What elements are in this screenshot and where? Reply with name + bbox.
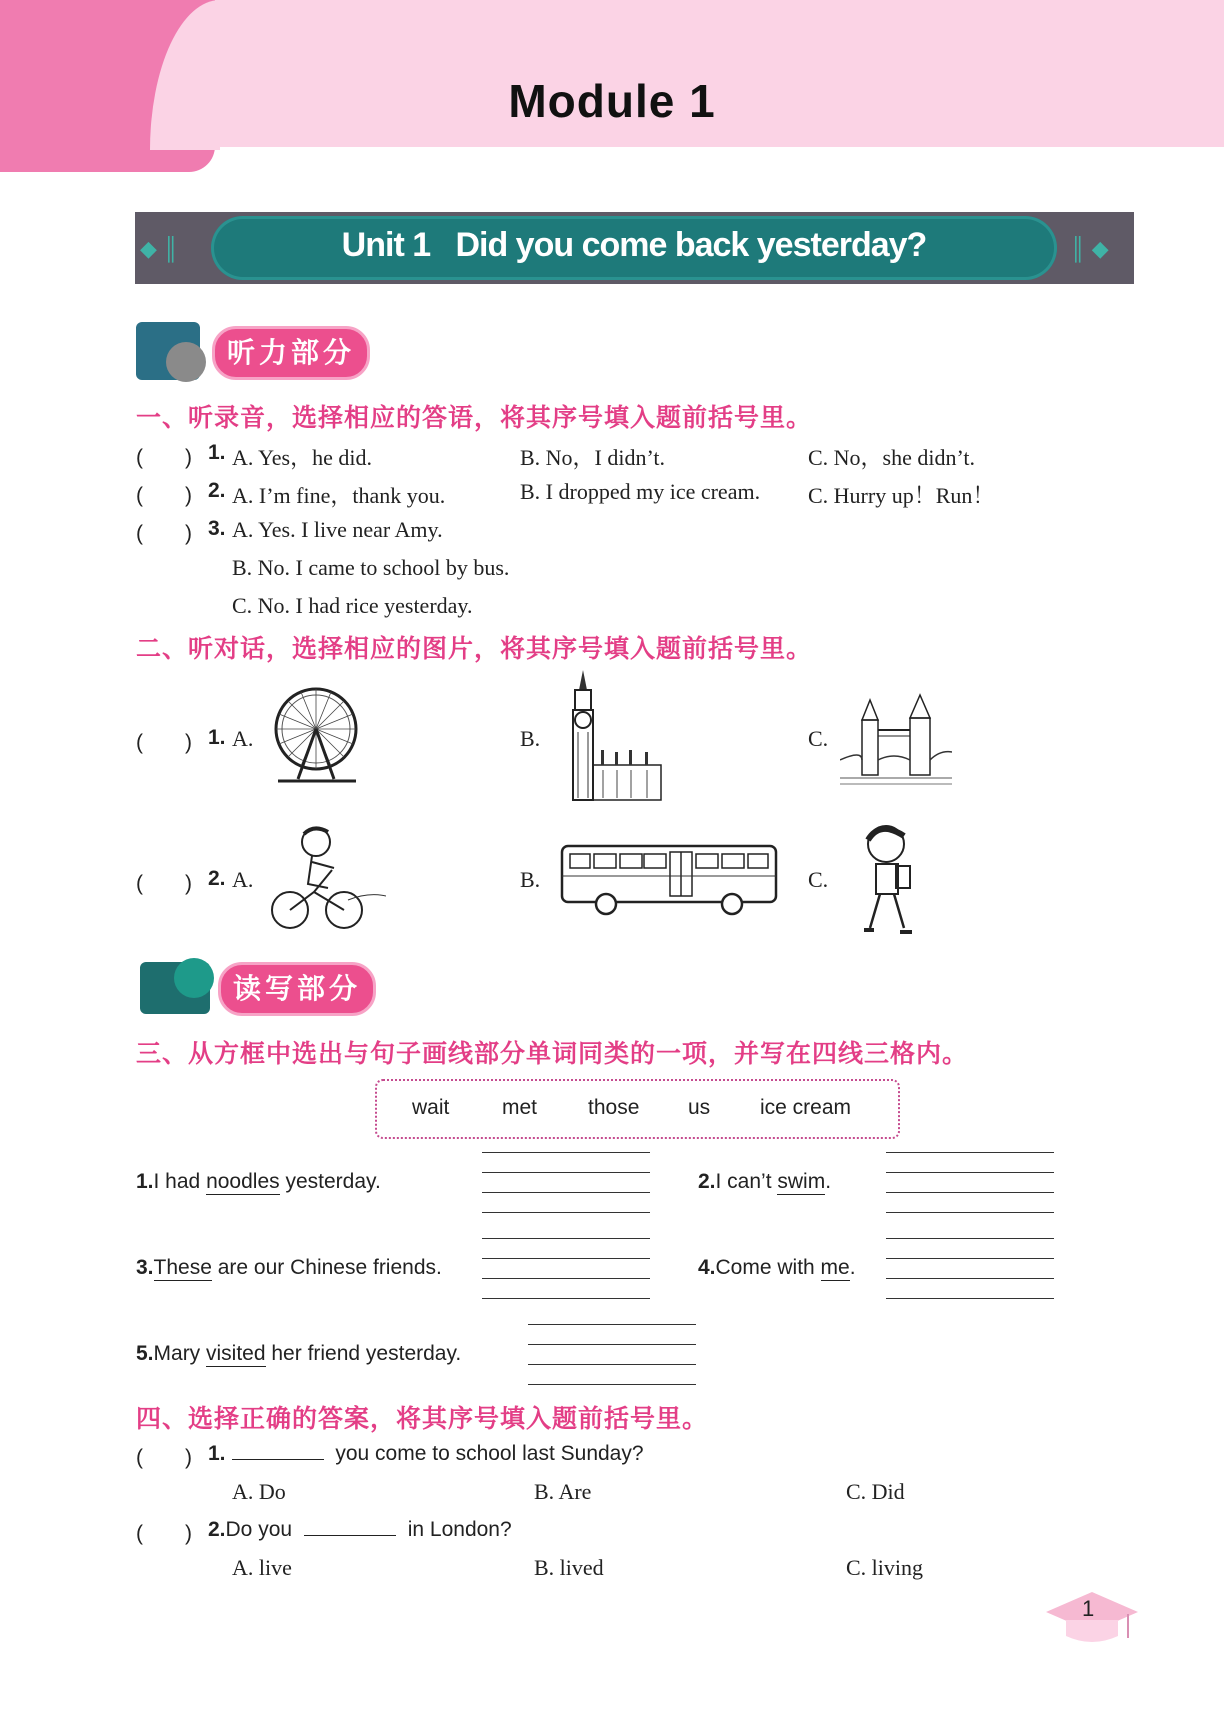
answer-bracket: ( ) — [136, 1522, 192, 1545]
diamond-icon: ◆ ║ — [140, 236, 179, 261]
module-title: Module 1 — [508, 75, 716, 127]
option-c: C. — [808, 726, 829, 751]
option-c: C. No，she didn’t. — [808, 445, 976, 470]
section-badge-listening: 听力部分 — [212, 326, 370, 380]
gear-icon — [174, 958, 214, 998]
item-number: 1. — [208, 441, 226, 464]
option-a: A. Yes，he did. — [232, 445, 372, 470]
answer-bracket: ( ) — [136, 872, 192, 895]
option-b: B. Are — [534, 1479, 592, 1504]
word-option: met — [502, 1096, 538, 1119]
item-number: 1. — [208, 726, 226, 749]
answer-bracket: ( ) — [136, 731, 192, 754]
option-b: B. I dropped my ice cream. — [520, 479, 761, 504]
option-c: C. Did — [846, 1479, 905, 1504]
word-option: ice cream — [760, 1096, 852, 1119]
big-ben-picture — [553, 670, 665, 805]
option-c: C. — [808, 867, 829, 892]
section-badge-reading-writing: 读写部分 — [218, 962, 376, 1016]
question-heading-2: 二、听对话，选择相应的图片，将其序号填入题前括号里。 — [136, 634, 813, 663]
word-option: those — [588, 1096, 640, 1119]
question-heading-3: 三、从方框中选出与句子画线部分单词同类的一项，并写在四线三格内。 — [136, 1039, 969, 1068]
option-c: C. No. I had rice yesterday. — [232, 593, 473, 618]
sentence-1: 1.I had noodles yesterday. — [136, 1170, 381, 1193]
answer-bracket: ( ) — [136, 1446, 192, 1469]
sentence-3: 3.These are our Chinese friends. — [136, 1256, 442, 1279]
question-4-1: 1. you come to school last Sunday? — [208, 1442, 644, 1465]
question-4-2: 2.Do you in London? — [208, 1518, 512, 1541]
option-a: A. Yes. I live near Amy. — [232, 517, 443, 542]
fill-blank — [304, 1517, 396, 1536]
page-number: 1 — [1082, 1596, 1095, 1621]
word-option: us — [688, 1096, 711, 1119]
diamond-icon: ║ ◆ — [1070, 236, 1109, 261]
option-c: C. living — [846, 1555, 924, 1580]
option-b: B. — [520, 726, 541, 751]
option-a: A. live — [232, 1555, 292, 1580]
word-option: wait — [412, 1096, 450, 1119]
item-number: 3. — [208, 517, 226, 540]
boy-on-bike-picture — [268, 822, 386, 940]
boy-walking-picture — [850, 820, 930, 938]
answer-bracket: ( ) — [136, 446, 192, 469]
option-a: A. Do — [232, 1479, 286, 1504]
option-b: B. lived — [534, 1555, 604, 1580]
question-heading-1: 一、听录音，选择相应的答语，将其序号填入题前括号里。 — [136, 403, 813, 432]
item-number: 2. — [208, 867, 226, 890]
option-c: C. Hurry up！Run！ — [808, 483, 995, 508]
fill-blank — [232, 1441, 324, 1460]
sentence-2: 2.I can’t swim. — [698, 1170, 832, 1193]
ferris-wheel-picture — [268, 685, 364, 785]
option-b: B. No，I didn’t. — [520, 445, 666, 470]
option-a: A. — [232, 726, 254, 751]
option-b: B. No. I came to school by bus. — [232, 555, 510, 580]
sentence-4: 4.Come with me. — [698, 1256, 856, 1279]
item-number: 2. — [208, 479, 226, 502]
tower-bridge-picture — [840, 690, 952, 790]
option-a: A. — [232, 867, 254, 892]
question-heading-4: 四、选择正确的答案，将其序号填入题前括号里。 — [136, 1404, 709, 1433]
bus-picture — [558, 840, 780, 920]
answer-bracket: ( ) — [136, 522, 192, 545]
sentence-5: 5.Mary visited her friend yesterday. — [136, 1342, 462, 1365]
headphone-icon — [166, 342, 206, 382]
option-a: A. I’m fine，thank you. — [232, 483, 446, 508]
option-b: B. — [520, 867, 541, 892]
answer-bracket: ( ) — [136, 484, 192, 507]
unit-title: Unit 1 Did you come back yesterday? — [341, 226, 927, 264]
